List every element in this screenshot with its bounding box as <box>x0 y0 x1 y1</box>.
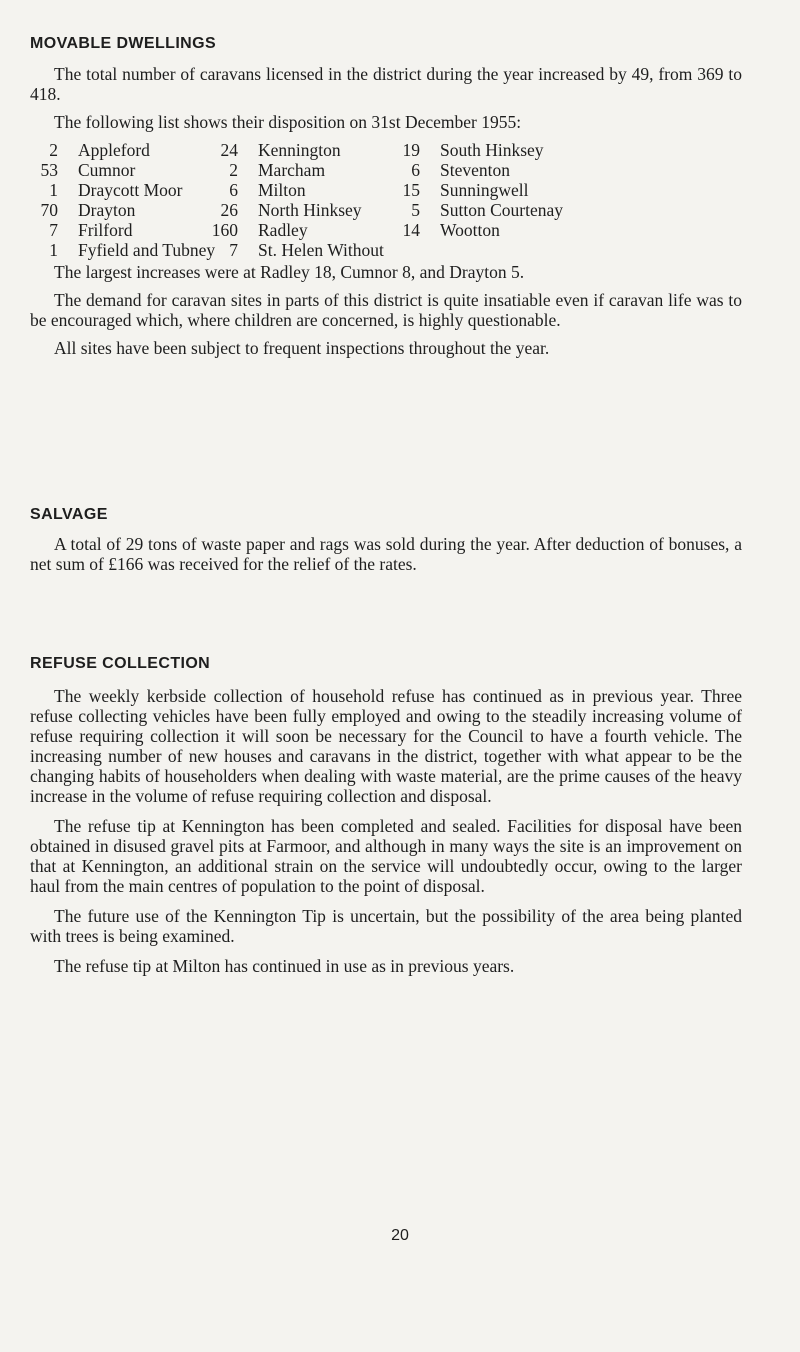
list-intro-paragraph: The following list shows their disposition on 31st December 1955: <box>54 112 522 132</box>
dwelling-place: Marcham <box>258 160 326 180</box>
refuse-paragraph-3: The future use of the Kennington Tip is uncertain, but the possibility of the area being planted with trees is being examined. <box>30 906 742 946</box>
refuse-paragraph-1: The weekly kerbside collection of household refuse has continued as in previous year. Three refuse collecting vehicles have been fully employed and owing to the steadily increasing volume of refuse requiring collection it will soon be necessary for the Council to have a fourth vehicle. The increasing number of new houses and caravans in the district, together with what appear to be the changing habits of householders when dealing with waste material, are the prime causes of the heavy increase in the volume of refuse requiring collection and disposal. <box>30 686 742 806</box>
increases-paragraph: The largest increases were at Radley 18, Cumnor 8, and Drayton 5. <box>54 262 525 282</box>
dwelling-place: Radley <box>258 220 308 240</box>
dwelling-count: 1 <box>49 180 58 200</box>
dwelling-place: Sutton Courtenay <box>440 200 563 220</box>
dwelling-count: 6 <box>411 160 420 180</box>
demand-paragraph: The demand for caravan sites in parts of this district is quite insatiable even if caravan life was to be encouraged which, where children are concerned, is highly questionable. <box>30 290 742 330</box>
dwelling-count: 7 <box>229 240 238 260</box>
dwelling-place: Milton <box>258 180 306 200</box>
dwelling-count: 15 <box>402 180 420 200</box>
dwelling-place: Cumnor <box>78 160 136 180</box>
dwelling-place: Sunningwell <box>440 180 529 200</box>
dwelling-place: Steventon <box>440 160 510 180</box>
salvage-heading: SALVAGE <box>30 506 108 523</box>
dwelling-place: Kennington <box>258 140 341 160</box>
dwelling-count: 19 <box>402 140 420 160</box>
dwelling-count: 53 <box>40 160 58 180</box>
inspections-paragraph: All sites have been subject to frequent inspections throughout the year. <box>54 338 550 358</box>
refuse-paragraph-2: The refuse tip at Kennington has been completed and sealed. Facilities for disposal have been obtained in disused gravel pits at Farmoor, and although in many ways the site is an improvement on that at Kennington, an additional strain on the service will undoubtedly occur, owing to the larger haul from the main centres of population to the point of disposal. <box>30 816 742 896</box>
dwelling-count: 14 <box>402 220 420 240</box>
dwelling-count: 26 <box>220 200 238 220</box>
dwelling-place: Frilford <box>78 220 133 240</box>
dwelling-count: 7 <box>49 220 58 240</box>
dwelling-place: St. Helen Without <box>258 240 384 260</box>
salvage-section <box>30 534 742 582</box>
dwelling-place: Draycott Moor <box>78 180 183 200</box>
dwellings-list <box>30 140 742 260</box>
dwelling-count: 70 <box>40 200 58 220</box>
dwelling-place: South Hinksey <box>440 140 544 160</box>
movable-dwellings-section <box>30 64 742 366</box>
dwelling-place: North Hinksey <box>258 200 362 220</box>
dwelling-count: 24 <box>220 140 238 160</box>
dwelling-count: 5 <box>411 200 420 220</box>
refuse-collection-section <box>30 686 742 986</box>
dwelling-place: Fyfield and Tubney <box>78 240 216 260</box>
dwelling-place: Wootton <box>440 220 500 240</box>
dwelling-count: 2 <box>229 160 238 180</box>
dwelling-count: 2 <box>49 140 58 160</box>
movable-intro-paragraph: The total number of caravans licensed in the district during the year increased by 49, from 369 to 418. <box>30 64 742 104</box>
refuse-paragraph-4: The refuse tip at Milton has continued in use as in previous years. <box>54 956 515 976</box>
movable-dwellings-heading: MOVABLE DWELLINGS <box>30 35 217 52</box>
refuse-collection-heading: REFUSE COLLECTION <box>30 655 211 672</box>
dwelling-count: 160 <box>211 220 238 240</box>
salvage-paragraph: A total of 29 tons of waste paper and rags was sold during the year. After deduction of bonuses, a net sum of £166 was received for the relief of the rates. <box>30 534 742 574</box>
page-number: 20 <box>391 1227 409 1244</box>
dwelling-count: 1 <box>49 240 58 260</box>
dwelling-place: Appleford <box>78 140 150 160</box>
dwelling-count: 6 <box>229 180 238 200</box>
dwelling-place: Drayton <box>78 200 136 220</box>
